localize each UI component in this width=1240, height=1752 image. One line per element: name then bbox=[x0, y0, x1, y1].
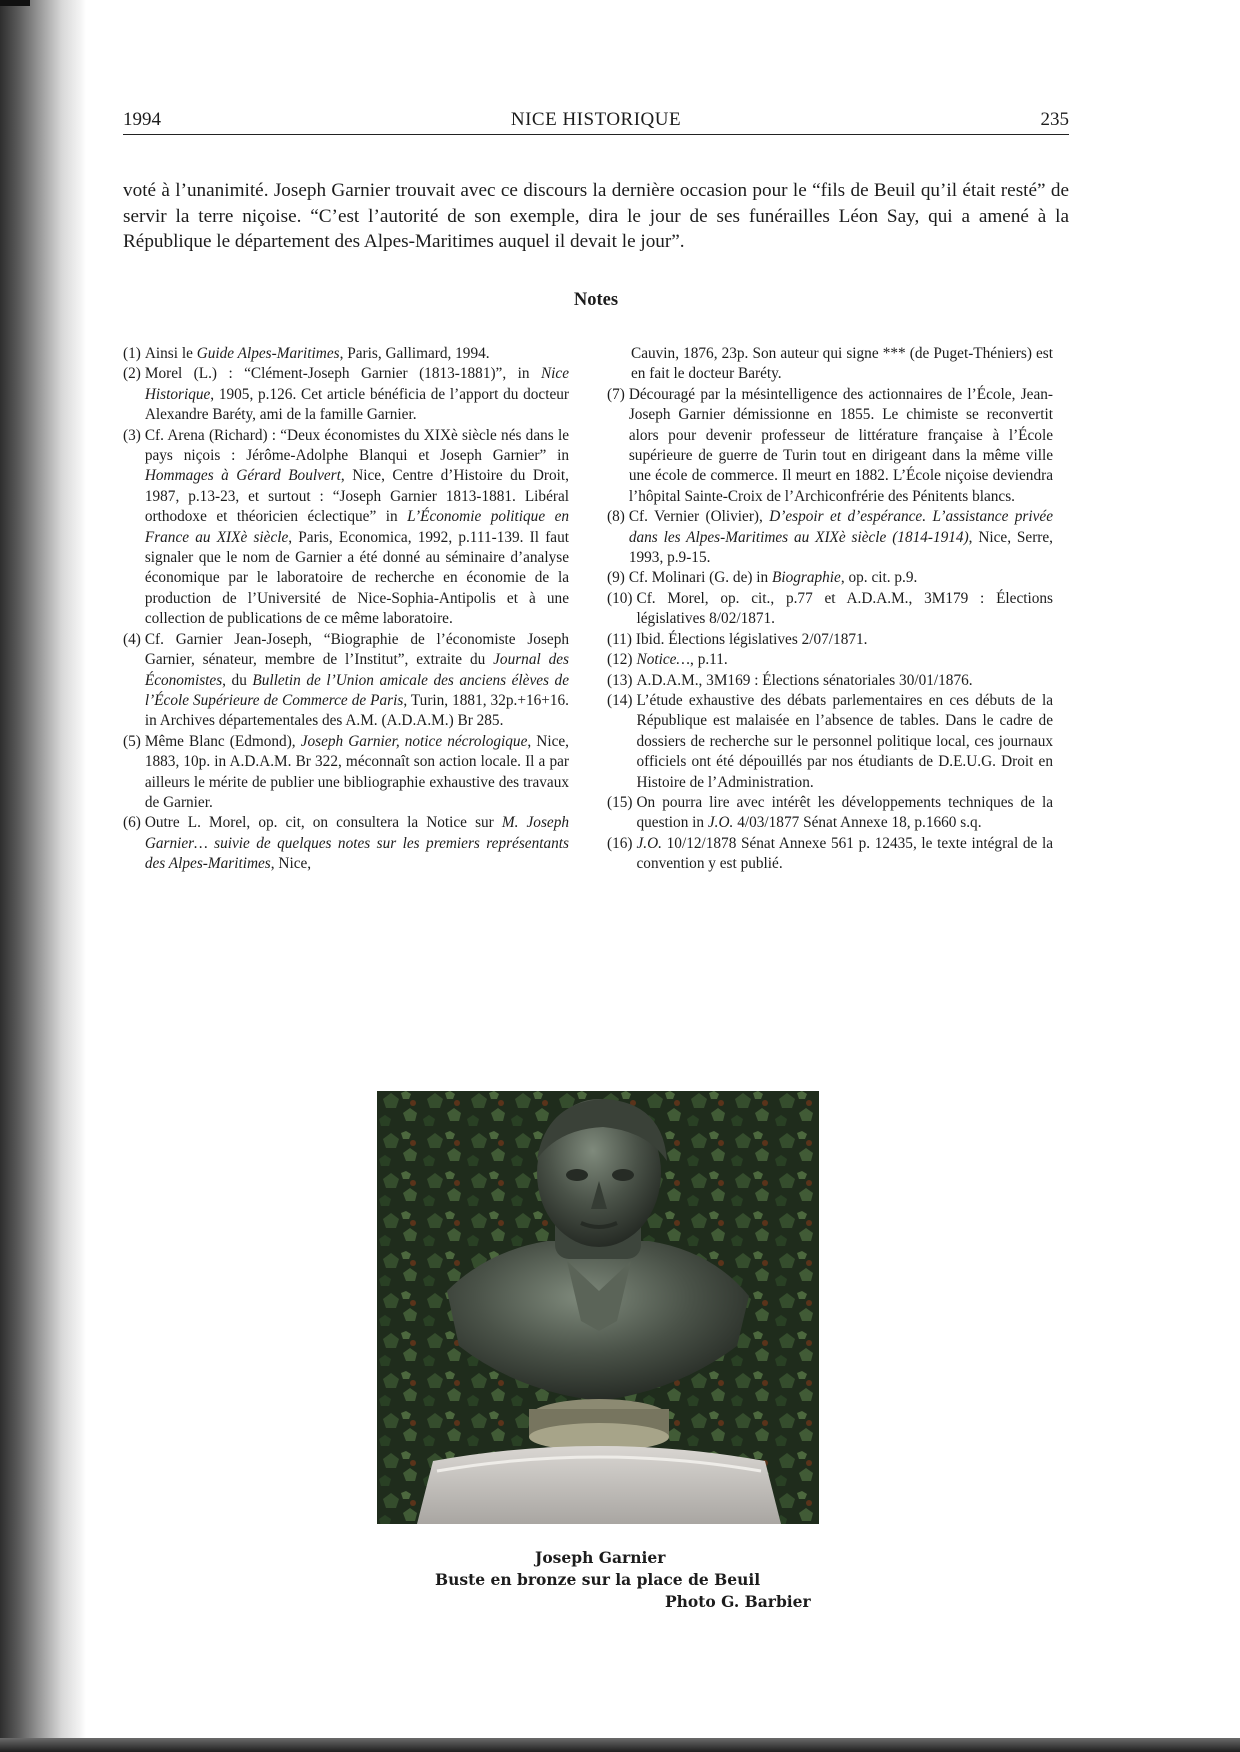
footnote-number: (8) bbox=[607, 508, 625, 526]
footnote-text: Morel (L.) : “Clément-Joseph Garnier (1813-1881)”, in Nice Historique, 1905, p.126. Cet article bénéficia de l’apport du docteur Alexandre Baréty, ami de la famille Garnier. bbox=[144, 365, 569, 424]
footnote-text: Cf. Vernier (Olivier), D’espoir et d’espérance. L’assistance privée dans les Alpes-Maritimes au XIXè siècle (1814-1914), Nice, Serre, 1993, p.9-15. bbox=[628, 508, 1053, 567]
footnote-3 bbox=[123, 426, 569, 630]
running-head bbox=[123, 108, 1069, 135]
footnote-12 bbox=[607, 650, 1053, 670]
running-head-year: 1994 bbox=[123, 109, 161, 130]
footnote-number: (4) bbox=[123, 630, 141, 648]
footnote-text: Outre L. Morel, op. cit, on consultera la Notice sur M. Joseph Garnier… suivie de quelques notes sur les premiers représentants des Alpes-Maritimes, Nice, bbox=[144, 814, 569, 873]
footnote-number: (15) bbox=[607, 793, 633, 811]
footnote-number: (16) bbox=[607, 834, 633, 852]
journal-page bbox=[123, 0, 1069, 1752]
footnote-text: Même Blanc (Edmond), Joseph Garnier, notice nécrologique, Nice, 1883, 10p. in A.D.A.M. Br 322, méconnaît son action locale. Il a par ailleurs le mérite de publier une bibliographie exhaustive des travaux de Garnier. bbox=[144, 732, 569, 811]
footnote-4 bbox=[123, 630, 569, 732]
footnote-1 bbox=[123, 344, 569, 364]
footnote-text: Cf. Molinari (G. de) in Biographie, op. cit. p.9. bbox=[628, 569, 918, 587]
footnote-16 bbox=[607, 834, 1053, 875]
footnote-text: Ibid. Élections législatives 2/07/1871. bbox=[635, 630, 868, 648]
footnote-8 bbox=[607, 507, 1053, 568]
running-head-title: NICE HISTORIQUE bbox=[510, 109, 682, 130]
note-6-continuation: Cauvin, 1876, 23p. Son auteur qui signe *** (de Puget-Théniers) est en fait le docteur Baréty. bbox=[631, 345, 1053, 383]
footnote-7 bbox=[607, 385, 1053, 507]
intro-paragraph: voté à l’unanimité. Joseph Garnier trouvait avec ce discours la dernière occasion pour le “fils de Beuil qu’il était resté” de servir la terre niçoise. “C’est l’autorité de son exemple, dira le jour de ses funérailles Léon Say, qui a amené à la République le département des Alpes-Maritimes auquel il devait le jour”. bbox=[123, 180, 1069, 252]
book-spine-shadow bbox=[0, 0, 86, 1752]
footnote-number: (10) bbox=[607, 589, 633, 607]
bust-photo bbox=[377, 1091, 819, 1524]
footnote-13 bbox=[607, 671, 1053, 691]
footnote-text: Découragé par la mésintelligence des actionnaires de l’École, Jean-Joseph Garnier démissionne en 1855. Le chimiste se reconvertit alors pour devenir professeur de littérature française à l’École supérieure de guerre de Turin tout en dirigeant dans la même ville une école de commerce. Il meurt en 1882. L’École niçoise deviendra l’hôpital Sainte-Croix de l’Archiconfrérie des Pénitents blancs. bbox=[628, 385, 1053, 505]
footnote-2 bbox=[123, 364, 569, 425]
page-number: 235 bbox=[1040, 109, 1069, 130]
footnote-text: On pourra lire avec intérêt les développements techniques de la question in J.O. 4/03/1877 Sénat Annexe 18, p.1660 s.q. bbox=[636, 793, 1053, 832]
footnote-5 bbox=[123, 732, 569, 814]
footnote-9 bbox=[607, 568, 1053, 588]
footnote-number: (7) bbox=[607, 385, 625, 403]
footnote-number: (11) bbox=[607, 630, 632, 648]
notes-columns bbox=[123, 344, 1069, 984]
caption-description: Buste en bronze sur la place de Beuil bbox=[435, 1570, 761, 1589]
footnote-number: (5) bbox=[123, 732, 141, 750]
footnote-number: (2) bbox=[123, 365, 141, 383]
footnote-text: Cf. Morel, op. cit., p.77 et A.D.A.M., 3M179 : Élections législatives 8/02/1871. bbox=[636, 589, 1053, 628]
footnote-number: (14) bbox=[607, 691, 633, 709]
footnote-10 bbox=[607, 589, 1053, 630]
notes-right-column bbox=[607, 344, 1053, 875]
footnote-14 bbox=[607, 691, 1053, 793]
footnote-text: A.D.A.M., 3M169 : Élections sénatoriales 30/01/1876. bbox=[636, 671, 973, 689]
footnote-6 bbox=[123, 813, 569, 874]
footnote-number: (12) bbox=[607, 651, 633, 669]
footnote-text: Notice…, p.11. bbox=[636, 651, 728, 669]
notes-heading: Notes bbox=[573, 290, 619, 310]
footnote-number: (6) bbox=[123, 814, 141, 832]
footnote-text: J.O. 10/12/1878 Sénat Annexe 561 p. 12435, le texte intégral de la convention y est publié. bbox=[636, 834, 1053, 873]
footnote-number: (3) bbox=[123, 426, 141, 444]
footnote-number: (13) bbox=[607, 671, 633, 689]
footnote-number: (9) bbox=[607, 569, 625, 587]
caption-credit: Photo G. Barbier bbox=[665, 1592, 811, 1611]
footnote-text: Ainsi le Guide Alpes-Maritimes, Paris, Gallimard, 1994. bbox=[144, 345, 490, 362]
footnote-text: L’étude exhaustive des débats parlementaires en ces débuts de la République est malaisée en l’absence de tables. Dans le cadre de dossiers de recherche sur le personnel politique local, ces journaux officiels ont été dépouillés par nos étudiants de D.E.U.G. Droit en Histoire de l’Administration. bbox=[636, 691, 1053, 791]
notes-left-column bbox=[123, 344, 569, 875]
bronze-bust-image bbox=[377, 1091, 819, 1524]
footnote-text: Cf. Garnier Jean-Joseph, “Biographie de l’économiste Joseph Garnier, sénateur, membre de l’Institut”, extraite du Journal des Économistes, du Bulletin de l’Union amicale des anciens élèves de l’École Supérieure de Commerce de Paris, Turin, 1881, 32p.+16+16. in Archives départementales des A.M. (A.D.A.M.) Br 285. bbox=[144, 630, 570, 730]
page-corner-edge bbox=[0, 0, 30, 6]
footnote-text: Cf. Arena (Richard) : “Deux économistes du XIXè siècle nés dans le pays niçois : Jérôme-Adolphe Blanqui et Joseph Garnier” in Hommages à Gérard Boulvert, Nice, Centre d’Histoire du Droit, 1987, p.13-23, et surtout : “Joseph Garnier 1813-1881. Libéral orthodoxe et théoricien éclectique” in L’Économie politique en France au XIXè siècle, Paris, Economica, 1992, p.111-139. Il faut signaler que le nom de Garnier a été donné au séminaire d’analyse économique par le laboratoire de recherche en économie de la production de l’Université de Nice-Sophia-Antipolis et à une collection de publications de ce même laboratoire. bbox=[144, 426, 570, 628]
notes-right-list bbox=[607, 385, 1053, 875]
caption-name: Joseph Garnier bbox=[535, 1548, 666, 1567]
footnote-number: (1) bbox=[123, 345, 141, 362]
footnote-11 bbox=[607, 630, 1053, 650]
footnote-15 bbox=[607, 793, 1053, 834]
